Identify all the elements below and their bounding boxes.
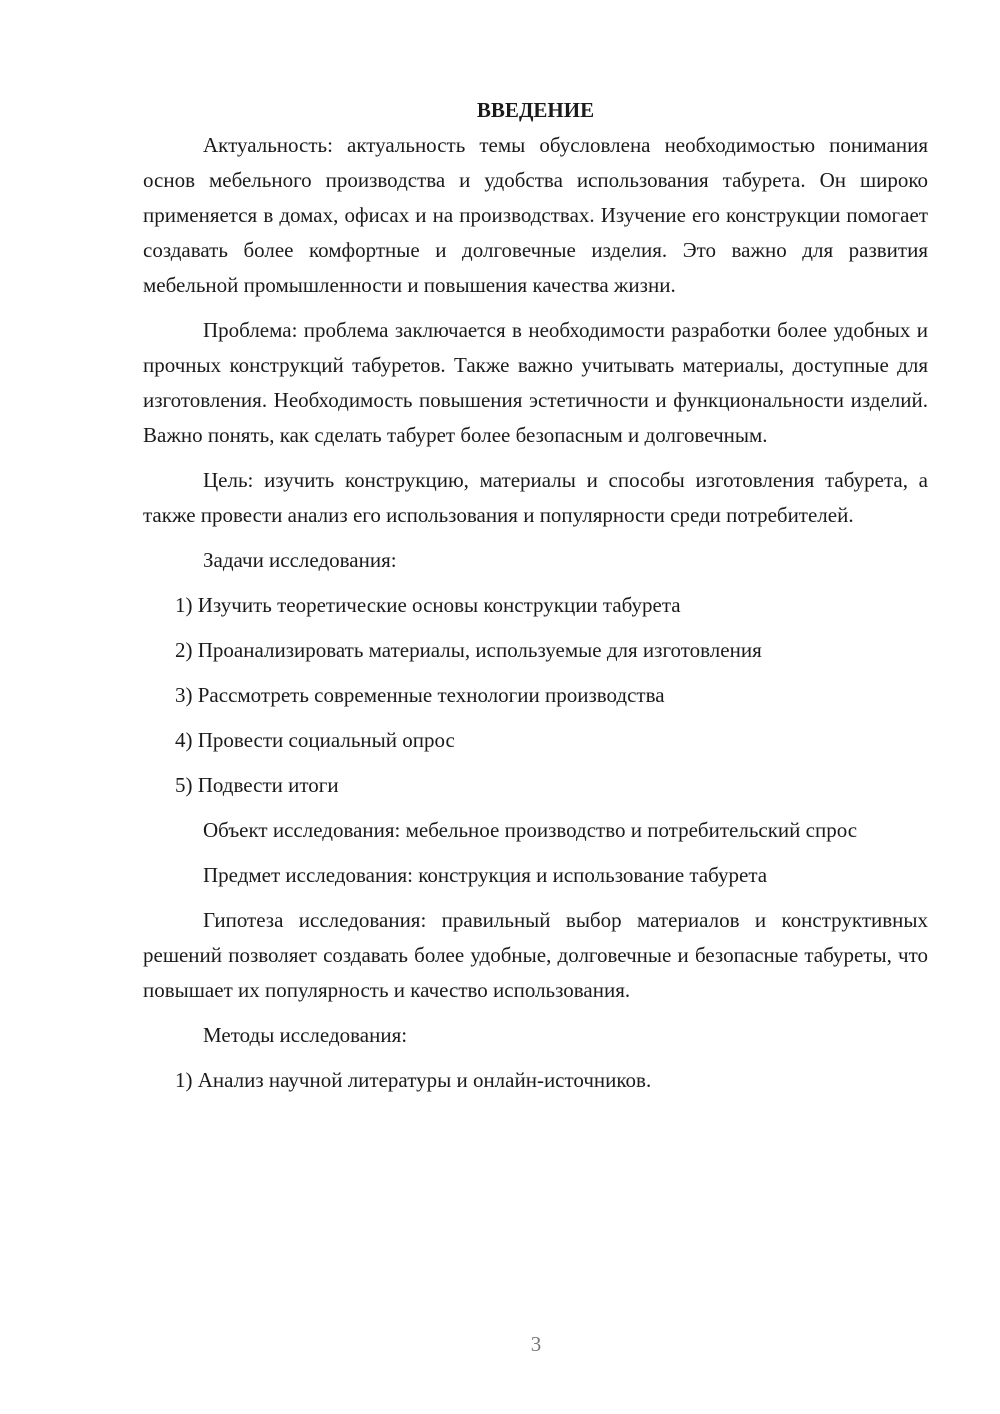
goal-paragraph: Цель: изучить конструкцию, материалы и способы изготовления табурета, а также провести анализ его использования и популярности среди потребителей.: [143, 468, 928, 527]
object-paragraph: Объект исследования: мебельное производство и потребительский спрос: [203, 818, 858, 842]
problem-paragraph: Проблема: проблема заключается в необходимости разработки более удобных и прочных конструкций табуретов. Также важно учитывать материалы, доступные для изготовления. Необходимость повышения эстетичности и функциональности изделий. Важно понять, как сделать табурет более безопасным и долговечным.: [143, 318, 928, 447]
task-list-item: 2) Проанализировать материалы, используемые для изготовления: [175, 638, 762, 662]
page-number: 3: [530, 1332, 542, 1356]
task-list-item: 1) Изучить теоретические основы конструкции табурета: [175, 593, 681, 617]
methods-heading: Методы исследования:: [203, 1023, 408, 1047]
section-title: ВВЕДЕНИЕ: [476, 98, 595, 122]
relevance-paragraph: Актуальность: актуальность темы обусловлена необходимостью понимания основ мебельного производства и удобства использования табурета. Он широко применяется в домах, офисах и на производствах. Изучение его конструкции помогает создавать более комфортные и долговечные изделия. Это важно для развития мебельной промышленности и повышения качества жизни.: [143, 133, 928, 297]
task-list-item: 5) Подвести итоги: [175, 773, 339, 797]
hypothesis-paragraph: Гипотеза исследования: правильный выбор материалов и конструктивных решений позволяет создавать более удобные, долговечные и безопасные табуреты, что повышает их популярность и качество использования.: [143, 908, 928, 1002]
tasks-heading: Задачи исследования:: [203, 548, 397, 572]
subject-paragraph: Предмет исследования: конструкция и использование табурета: [203, 863, 768, 887]
document-page: [143, 92, 928, 1108]
method-list-item: 1) Анализ научной литературы и онлайн-источников.: [175, 1068, 652, 1092]
task-list-item: 4) Провести социальный опрос: [175, 728, 455, 752]
task-list-item: 3) Рассмотреть современные технологии производства: [175, 683, 665, 707]
